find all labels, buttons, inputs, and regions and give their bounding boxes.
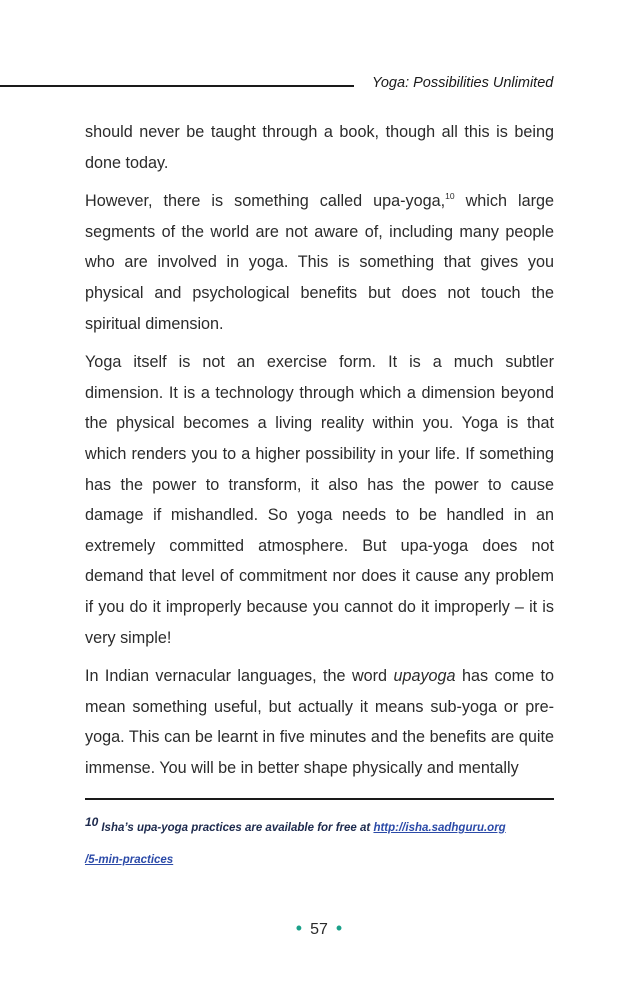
footnote-link-continued[interactable]: /5-min-practices — [85, 854, 174, 866]
page-footer — [0, 918, 638, 939]
footnote-rule — [85, 798, 554, 800]
footnote — [85, 806, 554, 876]
footnote-number: 10 — [85, 815, 99, 829]
paragraph-text: which large segments of the world are not aware of, including many people who are involved in yoga. This is something that gives you physical and psychological benefits but does not touch the spiritual dimension. — [85, 192, 554, 333]
bullet-icon: • — [295, 918, 303, 938]
bullet-icon: • — [335, 918, 343, 938]
paragraph-text: In Indian vernacular languages, the word — [85, 667, 394, 686]
paragraph — [85, 186, 554, 339]
emphasized-term: upayoga — [393, 667, 456, 686]
paragraph — [85, 347, 554, 653]
paragraph — [85, 661, 554, 783]
paragraph-text: should never be taught through a book, though all this is being done today. — [85, 123, 554, 172]
body-text — [85, 117, 554, 791]
paragraph — [85, 117, 554, 178]
paragraph-text: However, there is something called upa-yoga, — [85, 192, 446, 211]
page-number: 57 — [310, 921, 328, 938]
paragraph-text: Yoga itself is not an exercise form. It is a much subtler dimension. It is a technology through which a dimension beyond the physical becomes a living reality within you. Yoga is that which renders you to a higher possibility in your life. If something has the power to transform, it also has the power to cause damage if mishandled. So yoga needs to be handled in an extremely committed atmosphere. But upa-yoga does not demand that level of commitment nor does it cause any problem if you do it improperly because you cannot do it improperly – it is very simple! — [85, 353, 554, 647]
footnote-link[interactable]: http://isha.sadhguru.org — [373, 822, 506, 834]
footnote-reference[interactable]: 10 — [445, 191, 455, 202]
paragraph-text: has come to mean something useful, but actually it means sub-yoga or pre-yoga. This can be learnt in five minutes and the benefits are quite immense. You will be in better shape physically and mentally — [85, 667, 554, 777]
running-title: Yoga: Possibilities Unlimited — [372, 75, 554, 91]
footnote-text: Isha’s upa-yoga practices are available for free at — [101, 822, 374, 834]
header-rule — [0, 85, 354, 87]
